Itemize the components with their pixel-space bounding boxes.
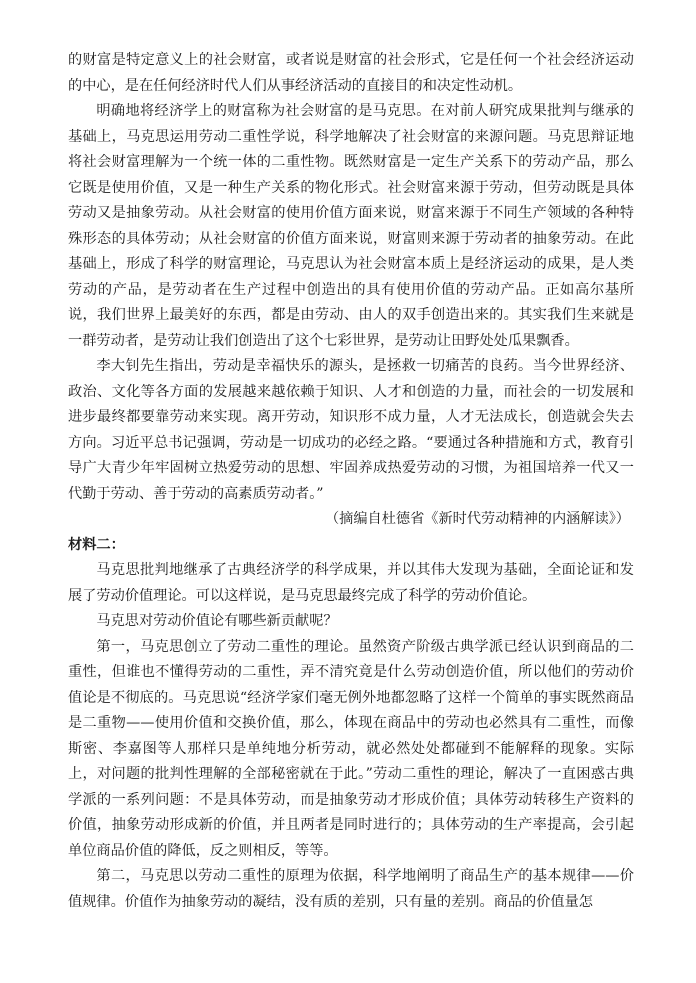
paragraph-continuation: 的财富是特定意义上的社会财富，或者说是财富的社会形式，它是任何一个社会经济运动的中心，是在任何经济时代人们从事经济活动的直接目的和决定性动机。 [68, 52, 634, 94]
paragraph-first-contribution: 第一，马克思创立了劳动二重性的理论。虽然资产阶级古典学派已经认识到商品的二重性，但谁也不懂得劳动的二重性，弄不清究竟是什么劳动创造价值，所以他们的劳动价值论是不彻底的。马克思说“经济学家们毫无例外地都忽略了这样一个简单的事实既然商品是二重物——使用价值和交换价值，那么，体现在商品中的劳动也必然具有二重性，而像斯密、李嘉图等人那样只是单纯地分析劳动，就必然处处都碰到不能解释的现象。实际上，对问题的批判性理解的全部秘密就在于此。”劳动二重性的理论，解决了一直困惑古典学派的一系列问题：不是具体劳动，而是抽象劳动才形成价值；具体劳动转移生产资料的价值，抽象劳动形成新的价值，并且两者是同时进行的；具体劳动的生产率提高，会引起单位商品价值的降低，反之则相反，等等。 [68, 638, 634, 859]
paragraph-question: 马克思对劳动价值论有哪些新贡献呢？ [96, 613, 338, 629]
paragraph-labor-value-theory: 马克思批判地继承了古典经济学的科学成果，并以其伟大发现为基础，全面论证和发展了劳动价值理论。可以这样说，是马克思最终完成了科学的劳动价值论。 [68, 562, 634, 604]
paragraph-second-contribution: 第二，马克思以劳动二重性的原理为依据，科学地阐明了商品生产的基本规律——价值规律。价值作为抽象劳动的凝结，没有质的差别，只有量的差别。商品的价值量怎 [68, 868, 634, 910]
paragraph-li-dazhao: 李大钊先生指出，劳动是幸福快乐的源头，是拯救一切痛苦的良药。当今世界经济、政治、文化等各方面的发展越来越依赖于知识、人才和创造的力量，而社会的一切发展和进步最终都要靠劳动来实现。离开劳动，知识形不成力量，人才无法成长，创造就会失去方向。习近平总书记强调，劳动是一切成功的必经之路。“要通过各种措施和方式，教育引导广大青少年牢固树立热爱劳动的思想、牢固养成热爱劳动的习惯，为祖国培养一代又一代勤于劳动、善于劳动的高素质劳动者。” [68, 358, 634, 502]
source-citation: （摘编自杜德省《新时代劳动精神的内涵解读》） [324, 511, 630, 527]
paragraph-marx-wealth: 明确地将经济学上的财富称为社会财富的是马克思。在对前人研究成果批判与继承的基础上，马克思运用劳动二重性学说，科学地解决了社会财富的来源问题。马克思辩证地将社会财富理解为一个统一体的二重性物。既然财富是一定生产关系下的劳动产品，那么它既是使用价值，又是一种生产关系的物化形式。社会财富来源于劳动，但劳动既是具体劳动又是抽象劳动。从社会财富的使用价值方面来说，财富来源于不同生产领域的各种特殊形态的具体劳动；从社会财富的价值方面来说，财富则来源于劳动者的抽象劳动。在此基础上，形成了科学的财富理论，马克思认为社会财富本质上是经济运动的成果，是人类劳动的产品，是劳动者在生产过程中创造出的具有使用价值的劳动产品。正如高尔基所说，我们世界上最美好的东西，都是由劳动、由人的双手创造出来的。其实我们生来就是一群劳动者，是劳动让我们创造出了这个七彩世界，是劳动让田野处处瓜果飘香。 [68, 103, 634, 349]
material-two-heading: 材料二： [68, 536, 125, 553]
